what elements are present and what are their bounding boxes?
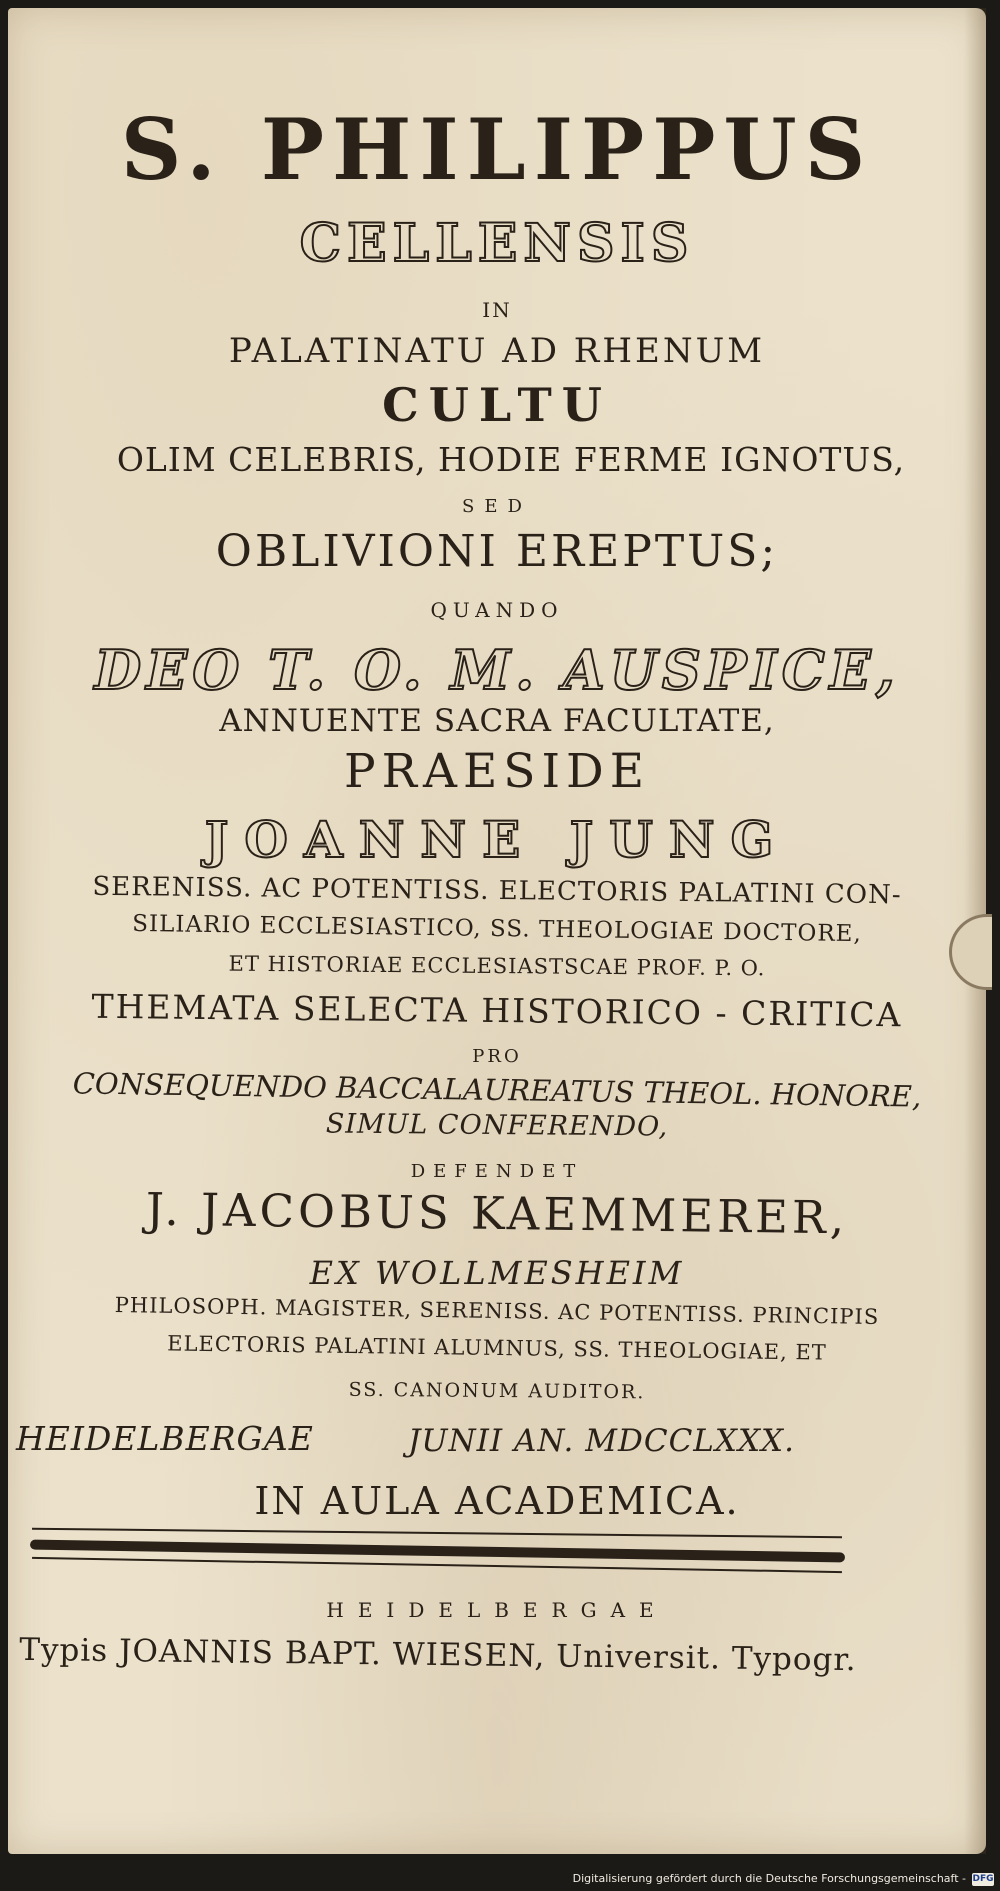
main-title: S. PHILIPPUS: [120, 100, 874, 199]
text-philosoph-line3: SS. CANONUM AUDITOR.: [348, 1378, 646, 1404]
text-quando: QUANDO: [430, 598, 564, 622]
text-cultu: CULTU: [382, 378, 612, 432]
text-sereniss-line2: SILIARIO ECCLESIASTICO, SS. THEOLOGIAE DOCTORE,: [132, 910, 862, 948]
text-consequendo-line1: CONSEQUENDO BACCALAUREATUS THEOL. HONORE,: [72, 1066, 922, 1114]
text-oblivioni: OBLIVIONI EREPTUS;: [215, 526, 779, 577]
divider-thin-top: [32, 1528, 842, 1538]
text-consequendo-line2: SIMUL CONFERENDO,: [325, 1108, 669, 1143]
text-date: JUNII AN. MDCCLXXX.: [408, 1423, 795, 1459]
text-palatinatu: PALATINATU AD RHENUM: [228, 331, 766, 371]
text-praeside: PRAESIDE: [343, 744, 651, 799]
text-philosoph-line2: ELECTORIS PALATINI ALUMNUS, SS. THEOLOGIAE, ET: [167, 1331, 827, 1365]
text-philosoph-line1: PHILOSOPH. MAGISTER, SERENISS. AC POTENTISS. PRINCIPIS: [114, 1292, 880, 1330]
title-page: [8, 8, 986, 1854]
text-themata: THEMATA SELECTA HISTORICO - CRITICA: [91, 986, 903, 1035]
text-sed: SED: [462, 496, 532, 517]
text-defendet: DEFENDET: [410, 1161, 584, 1182]
text-pro: PRO: [472, 1046, 522, 1067]
text-sereniss-line1: SERENISS. AC POTENTISS. ELECTORIS PALATINI CON-: [92, 871, 902, 911]
imprint-printer: Typis JOANNIS BAPT. WIESEN, Universit. Typogr.: [19, 1631, 857, 1679]
text-heidelbergae-place: HEIDELBERGAE: [16, 1419, 314, 1458]
dfg-logo-icon: DFG: [972, 1874, 994, 1884]
digitization-credit: Digitalisierung gefördert durch die Deutsche Forschungsgemeinschaft -: [572, 1872, 966, 1885]
text-in: IN: [482, 298, 512, 322]
imprint-place: HEIDELBERGAE: [326, 1598, 668, 1622]
title-cellensis: CELLENSIS: [299, 213, 695, 274]
text-joanne-jung: JOANNE JUNG: [204, 810, 790, 869]
text-sereniss-line3: ET HISTORIAE ECCLESIASTSCAE PROF. P. O.: [228, 951, 766, 981]
text-olim: OLIM CELEBRIS, HODIE FERME IGNOTUS,: [116, 440, 906, 479]
text-in-aula: IN AULA ACADEMICA.: [254, 1479, 740, 1523]
text-deo-auspice: DEO T. O. M. AUSPICE,: [94, 638, 900, 702]
text-ex-wollmesheim: EX WOLLMESHEIM: [309, 1254, 685, 1292]
text-annuente: ANNUENTE SACRA FACULTATE,: [219, 703, 775, 739]
text-jacobus-kaemmerer: J. JACOBUS KAEMMERER,: [145, 1182, 849, 1245]
